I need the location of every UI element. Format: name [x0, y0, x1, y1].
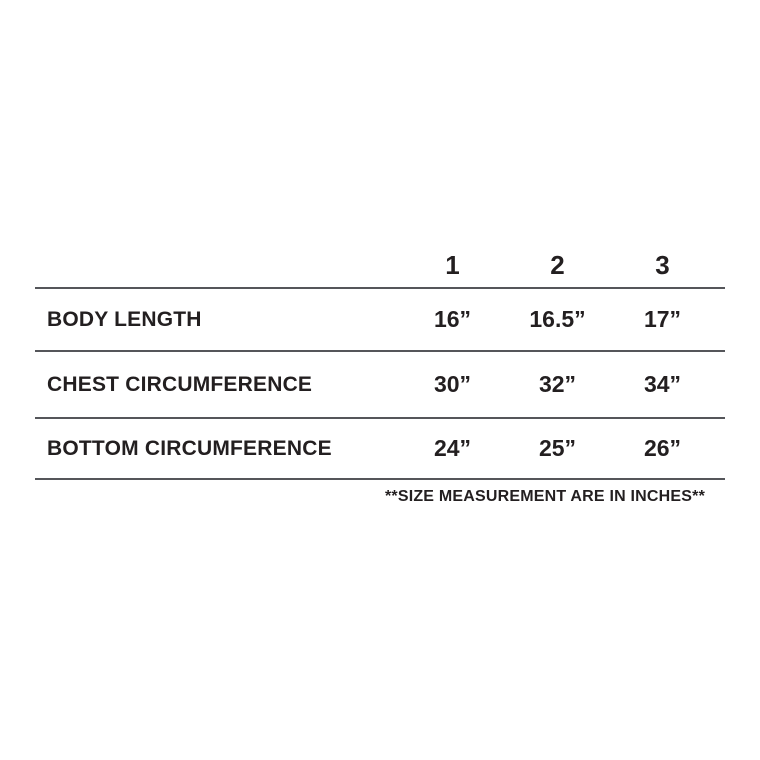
- value-chest-size-2: 32”: [538, 371, 577, 397]
- value-body-length-size-1: 16”: [433, 306, 472, 332]
- size-chart-table: [35, 244, 725, 506]
- table-row-chest-circumference: [35, 352, 725, 419]
- row-label-bottom-circumference: BOTTOM CIRCUMFERENCE: [47, 436, 332, 460]
- value-bottom-size-3: 26”: [643, 435, 682, 461]
- column-header-size-1: 1: [445, 250, 460, 280]
- value-body-length-size-3: 17”: [643, 306, 682, 332]
- row-label-chest-circumference: CHEST CIRCUMFERENCE: [47, 372, 313, 396]
- size-measurement-footnote: **SIZE MEASUREMENT ARE IN INCHES**: [384, 488, 705, 505]
- value-bottom-size-1: 24”: [433, 435, 472, 461]
- table-row-bottom-circumference: [35, 419, 725, 480]
- value-bottom-size-2: 25”: [538, 435, 577, 461]
- size-chart-header-row: [35, 244, 725, 289]
- value-chest-size-3: 34”: [643, 371, 682, 397]
- table-row-body-length: [35, 289, 725, 352]
- column-header-size-2: 2: [550, 250, 565, 280]
- row-label-body-length: BODY LENGTH: [47, 307, 202, 331]
- value-body-length-size-2: 16.5”: [529, 306, 586, 332]
- column-header-size-3: 3: [655, 250, 670, 280]
- value-chest-size-1: 30”: [433, 371, 472, 397]
